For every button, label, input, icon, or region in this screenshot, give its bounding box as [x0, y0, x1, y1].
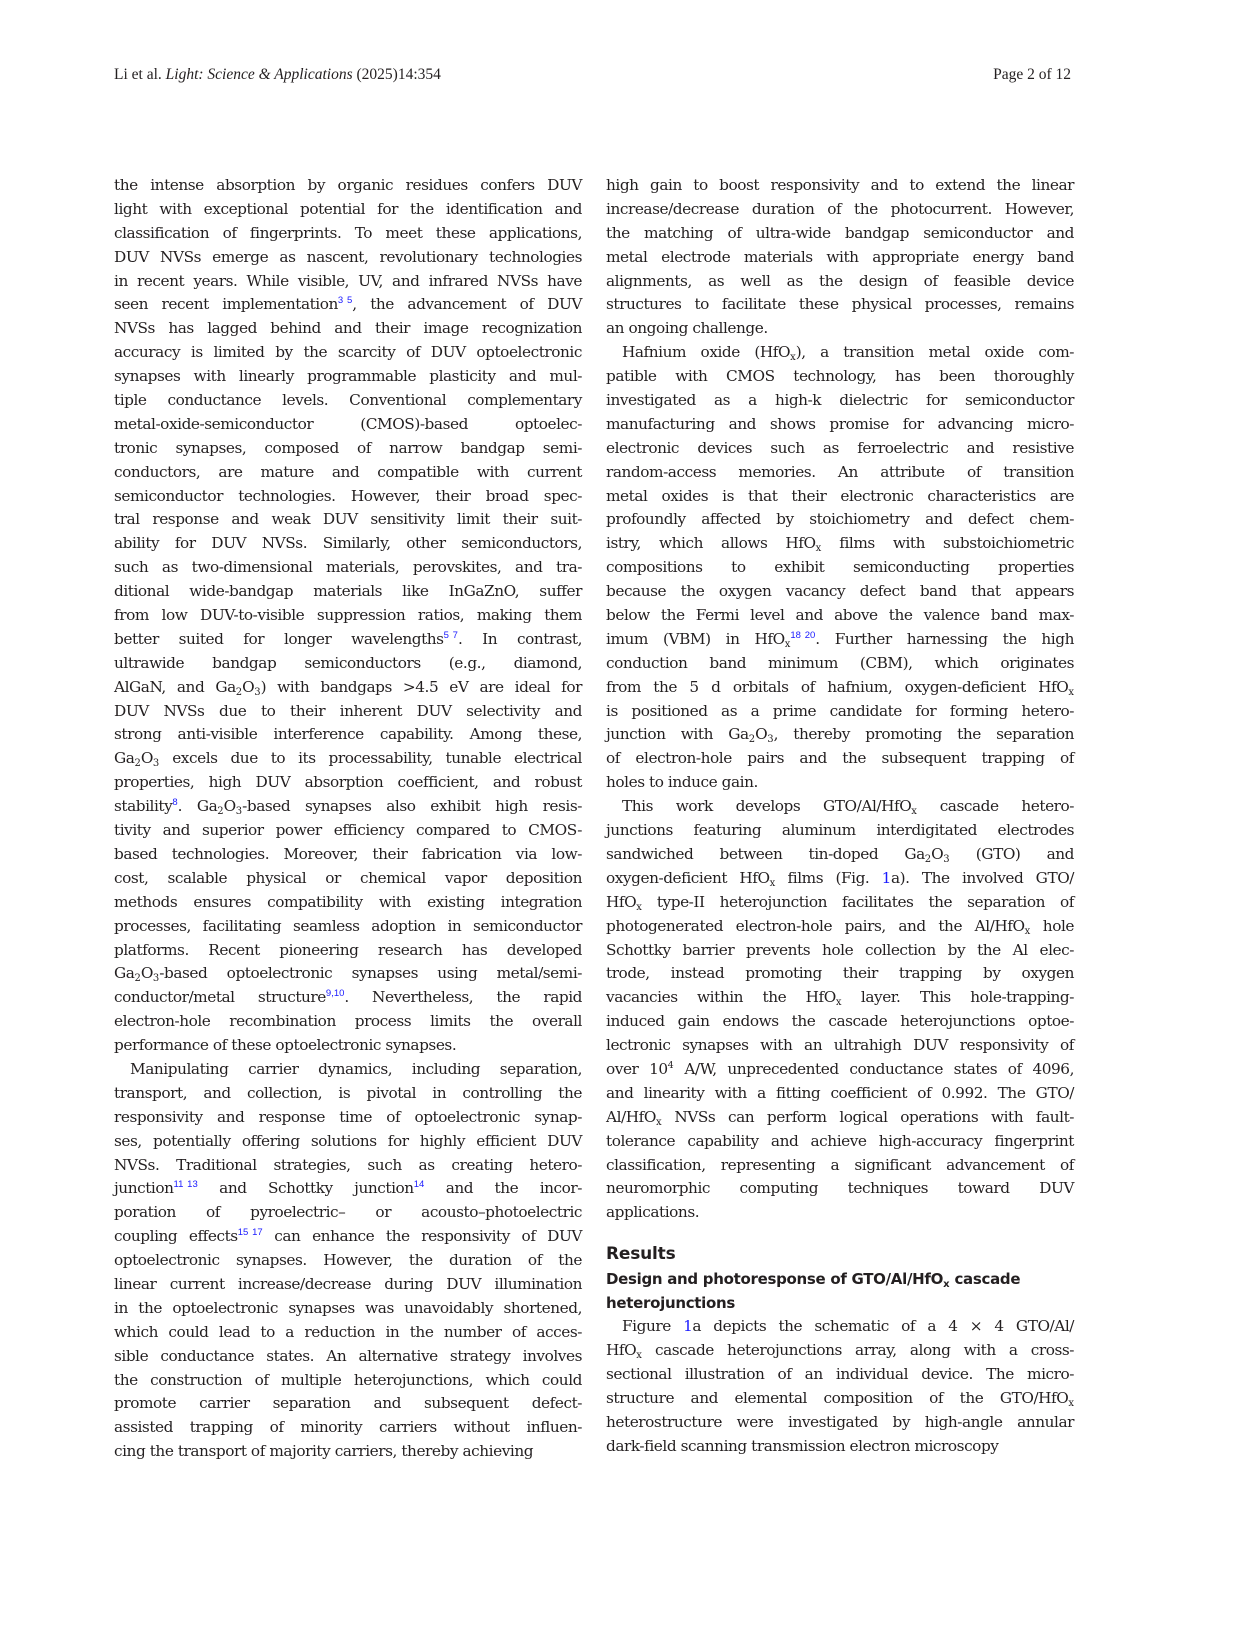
text-line: because the oxygen vacancy defect band that appears — [606, 582, 1074, 601]
text-line: Schottky barrier prevents hole collection by the Al elec- — [606, 940, 1074, 959]
paragraph — [606, 174, 1074, 341]
text-line: an ongoing challenge. — [606, 319, 768, 338]
text-line: platforms. Recent pioneering research has developed — [114, 940, 582, 959]
text-line: metal-oxide-semiconductor (CMOS)-based optoelec- — [114, 414, 582, 433]
section-heading: Results — [606, 1244, 676, 1265]
text-line: methods ensures compatibility with existing integration — [114, 892, 582, 911]
subsection-heading-cont: heterojunctions — [606, 1294, 736, 1313]
text-line: istry, which allows HfO$_x$ films with substoichiometric — [606, 534, 1074, 555]
text-line: increase/decrease duration of the photocurrent. However, — [606, 199, 1074, 218]
text-line: neuromorphic computing techniques toward DUV — [606, 1179, 1074, 1198]
text-line: over $10^4$ A/W, unprecedented conductance states of 4096, — [606, 1059, 1074, 1078]
text-line: electronic devices such as ferroelectric and resistive — [606, 438, 1074, 457]
text-line: below the Fermi level and above the valence band max- — [606, 606, 1074, 625]
text-line: performance of these optoelectronic synapses. — [114, 1036, 457, 1055]
text-line: photogenerated electron-hole pairs, and the Al/HfO$_x$ hole — [606, 916, 1075, 937]
text-line: metal oxides is that their electronic characteristics are — [606, 486, 1074, 505]
text-line: dark-field scanning transmission electron microscopy — [606, 1436, 999, 1455]
text-line: manufacturing and shows promise for advancing micro- — [606, 414, 1074, 433]
text-line: conduction band minimum (CBM), which originates — [606, 653, 1074, 672]
text-line: processes, facilitating seamless adoption in semiconductor — [114, 916, 582, 935]
text-line: metal electrode materials with appropriate energy band — [606, 247, 1074, 266]
text-line: NVSs. Traditional strategies, such as creating hetero- — [114, 1155, 582, 1174]
text-line: investigated as a high-k dielectric for semiconductor — [606, 391, 1074, 410]
reference-link[interactable]: 15 17 — [237, 1227, 263, 1239]
text-line: heterostructure were investigated by high-angle annular — [606, 1412, 1074, 1431]
text-line: junction with $Ga_2O_3$, thereby promoting the separation — [606, 725, 1074, 746]
reference-link[interactable]: 3 5 — [337, 295, 353, 307]
page-number: Page 2 of 12 — [993, 66, 1071, 83]
text-line: This work develops GTO/Al/HfO$_x$ cascade hetero- — [622, 797, 1075, 818]
text-line: compositions to exhibit semiconducting properties — [606, 558, 1074, 577]
text-line: imum (VBM) in HfO$_x^{18 20}$. Further harnessing the high — [606, 629, 1074, 650]
text-line: patible with CMOS technology, has been thoroughly — [606, 367, 1074, 386]
text-line: NVSs has lagged behind and their image recognization — [114, 319, 582, 338]
text-line: induced gain endows the cascade heterojunctions optoe- — [606, 1012, 1074, 1031]
right-column — [606, 174, 1074, 1459]
text-line: junctions featuring aluminum interdigitated electrodes — [606, 821, 1074, 840]
text-line: sible conductance states. An alternative strategy involves — [114, 1346, 582, 1365]
reference-link[interactable]: 14 — [413, 1179, 425, 1191]
reference-link[interactable]: 9,10 — [325, 988, 345, 1000]
running-header — [114, 66, 1071, 88]
text-line: synapses with linearly programmable plasticity and mul- — [114, 367, 582, 386]
text-line: profoundly affected by stoichiometry and defect chem- — [606, 510, 1074, 529]
text-line: structures to facilitate these physical processes, remains — [606, 295, 1074, 314]
text-line: tral response and weak DUV sensitivity limit their suit- — [114, 510, 582, 529]
text-line: in recent years. While visible, UV, and infrared NVSs have — [114, 271, 582, 290]
text-line: trode, instead promoting their trapping by oxygen — [606, 964, 1074, 983]
text-line: cing the transport of majority carriers, thereby achieving — [114, 1442, 534, 1461]
text-line: junction$^{11 13}$ and Schottky junction$^{14}$ and the incor- — [114, 1179, 582, 1198]
text-line: from the 5 d orbitals of hafnium, oxygen-deficient HfO$_x$ — [606, 677, 1074, 698]
paragraph — [606, 795, 1074, 1225]
text-line: vacancies within the HfO$_x$ layer. This hole-trapping- — [606, 988, 1074, 1009]
text-line: semiconductor technologies. However, their broad spec- — [114, 486, 582, 505]
text-line: classification of fingerprints. To meet these applications, — [114, 223, 582, 242]
text-line: tolerance capability and achieve high-accuracy fingerprint — [606, 1131, 1074, 1150]
text-line: responsivity and response time of optoelectronic synap- — [114, 1107, 582, 1126]
text-line: based technologies. Moreover, their fabrication via low- — [114, 844, 582, 863]
text-line: is positioned as a prime candidate for forming hetero- — [606, 701, 1074, 720]
text-line: assisted trapping of minority carriers without influen- — [114, 1418, 582, 1437]
text-line: applications. — [606, 1203, 700, 1222]
text-line: coupling effects$^{15 17}$ can enhance the responsivity of DUV — [114, 1227, 582, 1246]
text-line: transport, and collection, is pivotal in controlling the — [114, 1083, 582, 1102]
text-line: strong anti-visible interference capability. Among these, — [114, 725, 582, 744]
text-line: DUV NVSs emerge as nascent, revolutionary technologies — [114, 247, 582, 266]
text-line: Figure 1a depicts the schematic of a 4 × 4 GTO/Al/ — [622, 1317, 1074, 1336]
text-line: light with exceptional potential for the identification and — [114, 199, 582, 218]
figure-link[interactable]: 1 — [683, 1317, 693, 1336]
text-line: and linearity with a fitting coefficient of 0.992. The GTO/ — [606, 1083, 1074, 1102]
text-line: electron-hole recombination process limits the overall — [114, 1012, 582, 1031]
citation-volume: (2025)14:354 — [356, 66, 441, 83]
text-line: Manipulating carrier dynamics, including separation, — [130, 1059, 582, 1078]
reference-link[interactable]: 11 13 — [173, 1179, 198, 1191]
text-line: the matching of ultra-wide bandgap semiconductor and — [606, 223, 1074, 242]
text-line: which could lead to a reduction in the number of acces- — [114, 1322, 582, 1341]
reference-link[interactable]: 8 — [172, 797, 178, 809]
text-line: structure and elemental composition of the GTO/HfO$_x$ — [606, 1388, 1074, 1409]
text-line: linear current increase/decrease during DUV illumination — [114, 1274, 582, 1293]
text-line: tiple conductance levels. Conventional complementary — [114, 391, 582, 410]
text-line: lectronic synapses with an ultrahigh DUV responsivity of — [606, 1036, 1074, 1055]
left-column — [114, 174, 582, 1464]
text-line: $Ga_2O_3$ excels due to its processability, tunable electrical — [114, 749, 582, 770]
figure-link[interactable]: 1 — [881, 868, 891, 887]
text-line: in the optoelectronic synapses was unavoidably shortened, — [114, 1298, 582, 1317]
text-line: of electron-hole pairs and the subsequent trapping of — [606, 749, 1074, 768]
text-line: cost, scalable physical or chemical vapor deposition — [114, 868, 582, 887]
reference-link[interactable]: 5 7 — [443, 629, 458, 641]
text-line: ultrawide bandgap semiconductors (e.g., diamond, — [114, 653, 582, 672]
text-line: optoelectronic synapses. However, the duration of the — [114, 1251, 582, 1270]
text-line: from low DUV-to-visible suppression ratios, making them — [114, 606, 582, 625]
text-line: poration of pyroelectric– or acousto–photoelectric — [114, 1203, 582, 1222]
citation-header — [114, 66, 441, 84]
text-line: ses, potentially offering solutions for highly efficient DUV — [114, 1131, 582, 1150]
text-line: ditional wide-bandgap materials like InGaZnO, suffer — [114, 582, 582, 601]
text-line: sectional illustration of an individual device. The micro- — [606, 1364, 1074, 1383]
text-line: HfO$_x$ cascade heterojunctions array, along with a cross- — [606, 1341, 1074, 1362]
journal-name: Light: Science & Applications — [165, 66, 353, 83]
text-line: sandwiched between tin-doped $Ga_2O_3$ (GTO) and — [606, 844, 1074, 865]
text-line: high gain to boost responsivity and to extend the linear — [606, 176, 1074, 194]
text-line: random-access memories. An attribute of transition — [606, 462, 1074, 481]
text-line: Hafnium oxide (HfO$_x$), a transition metal oxide com- — [622, 343, 1074, 364]
text-line: the intense absorption by organic residues confers DUV — [114, 176, 582, 194]
text-line: ability for DUV NVSs. Similarly, other semiconductors, — [114, 534, 582, 553]
text-line: HfO$_x$ type-II heterojunction facilitates the separation of — [606, 892, 1074, 913]
paragraph — [114, 1058, 582, 1464]
text-line: AlGaN, and $Ga_2O_3$) with bandgaps >4.5 eV are ideal for — [114, 677, 582, 698]
text-line: the construction of multiple heterojunctions, which could — [114, 1370, 582, 1389]
text-line: holes to induce gain. — [606, 773, 758, 792]
text-line: $Ga_2O_3$-based optoelectronic synapses using metal/semi- — [114, 964, 582, 985]
text-line: stability$^8$. $Ga_2O_3$-based synapses also exhibit high resis- — [114, 797, 582, 818]
reference-link[interactable]: 18 20 — [790, 629, 816, 641]
text-line: classification, representing a significant advancement of — [606, 1155, 1074, 1174]
subsection-heading: Design and photoresponse of GTO/Al/HfO$_x$ cascade — [606, 1270, 1021, 1291]
text-line: oxygen-deficient HfO$_x$ films (Fig. 1a). The involved GTO/ — [606, 868, 1075, 889]
text-line: Al/HfO$_x$ NVSs can perform logical operations with fault- — [606, 1107, 1074, 1128]
text-line: conductor/metal structure$^{9,10}$. Nevertheless, the rapid — [114, 988, 582, 1007]
text-line: tivity and superior power efficiency compared to CMOS- — [114, 821, 582, 840]
paragraph — [606, 1315, 1074, 1458]
text-line: promote carrier separation and subsequent defect- — [114, 1394, 582, 1413]
text-line: tronic synapses, composed of narrow bandgap semi- — [114, 438, 582, 457]
text-line: seen recent implementation$^{3 5}$, the advancement of DUV — [114, 295, 583, 314]
text-line: alignments, as well as the design of feasible device — [606, 271, 1074, 290]
paragraph — [606, 341, 1074, 795]
text-line: such as two-dimensional materials, perovskites, and tra- — [114, 558, 582, 577]
text-line: properties, high DUV absorption coefficient, and robust — [114, 773, 582, 792]
paragraph — [114, 174, 582, 1058]
text-line: DUV NVSs due to their inherent DUV selectivity and — [114, 701, 582, 720]
text-line: accuracy is limited by the scarcity of DUV optoelectronic — [114, 343, 582, 362]
authors: Li et al. — [114, 66, 162, 83]
text-line: conductors, are mature and compatible with current — [114, 462, 582, 481]
text-line: better suited for longer wavelengths$^{5 7}$. In contrast, — [114, 629, 582, 648]
